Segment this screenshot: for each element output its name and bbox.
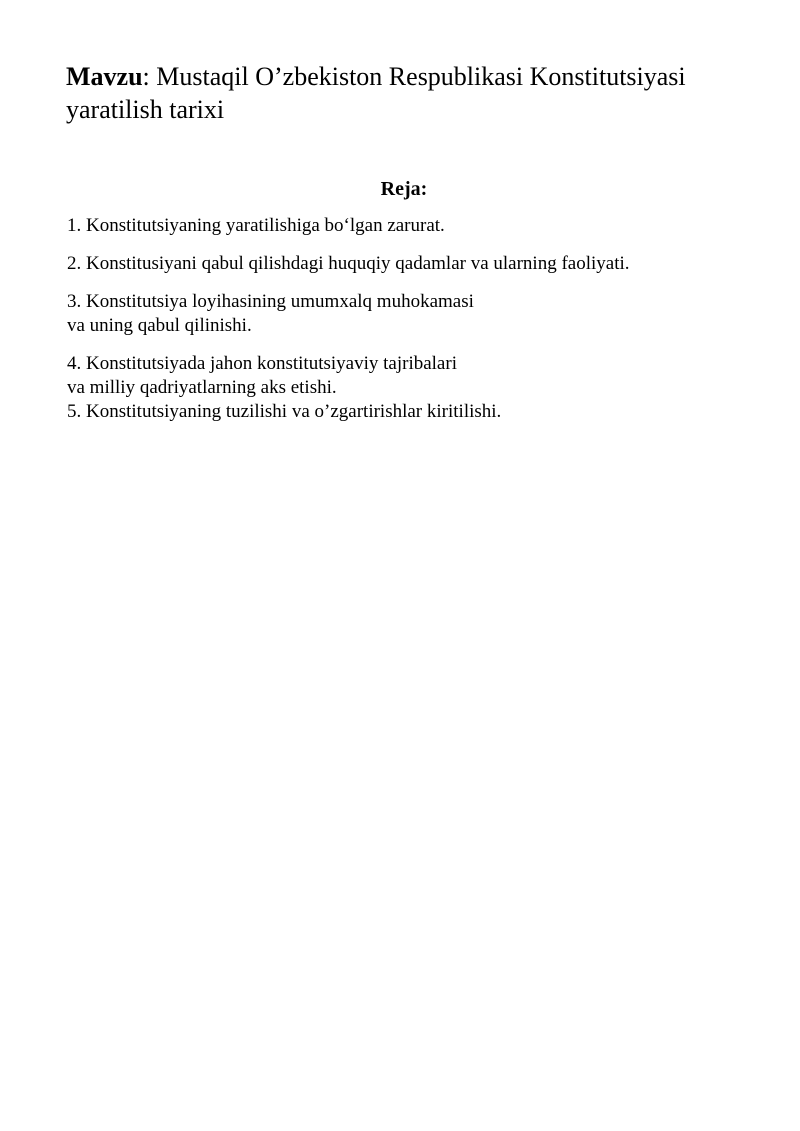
- plan-item-5: [67, 400, 767, 424]
- plan-item-2: [67, 252, 767, 276]
- plan-item-3: [67, 290, 767, 338]
- title-label: Mavzu: [66, 62, 143, 91]
- plan-item-4-line-1: 4. Konstitutsiyada jahon konstitutsiyaviy tajribalari: [67, 353, 457, 374]
- plan-item-1-line-1: 1. Konstitutsiyaning yaratilishiga bo‘lgan zarurat.: [67, 215, 445, 236]
- plan-item-5-line-1: 5. Konstitutsiyaning tuzilishi va o’zgartirishlar kiritilishi.: [67, 401, 502, 422]
- title-text: Mustaqil O’zbekiston Respublikasi Konstitutsiyasi yaratilish tarixi: [66, 62, 686, 124]
- plan-item-3-line-2: va uning qabul qilinishi.: [67, 315, 252, 336]
- plan-list: [67, 214, 767, 424]
- plan-heading: Reja:: [380, 178, 428, 200]
- plan-item-1: [67, 214, 767, 238]
- plan-item-3-line-1: 3. Konstitutsiya loyihasining umumxalq muhokamasi: [67, 291, 474, 312]
- title-separator: :: [142, 62, 150, 91]
- plan-item-4: [67, 352, 767, 400]
- document-title: [66, 60, 746, 126]
- plan-item-4-line-2: va milliy qadriyatlarning aks etishi.: [67, 377, 337, 398]
- plan-item-2-line-1: 2. Konstitusiyani qabul qilishdagi huquqiy qadamlar va ularning faoliyati.: [67, 253, 630, 274]
